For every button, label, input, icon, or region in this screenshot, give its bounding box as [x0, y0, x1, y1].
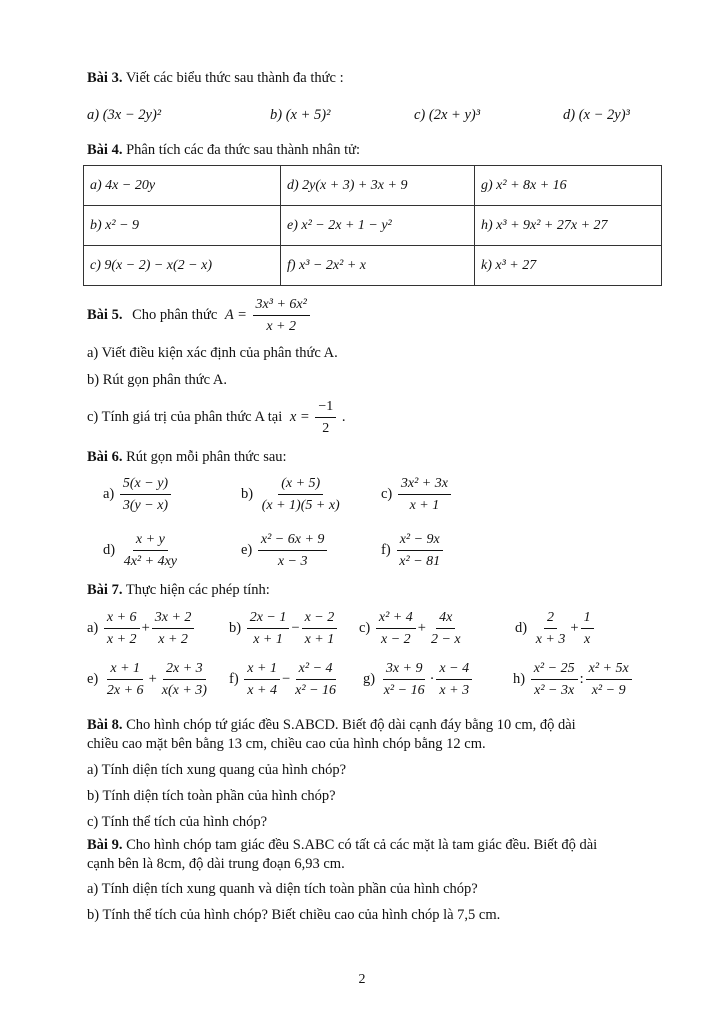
operator: + [141, 619, 150, 636]
bai-5-part-a: a) Viết điều kiện xác định của phân thức A. [87, 345, 338, 361]
bai-4-table [83, 165, 662, 286]
fraction-denominator: x² − 81 [399, 554, 441, 569]
fraction-numerator: 2 [544, 609, 557, 629]
fraction-denominator: x² − 16 [295, 683, 337, 698]
item-label: d) [103, 541, 116, 558]
operator: − [281, 670, 291, 687]
bai-8-part-b: b) Tính diện tích toàn phần của hình chóp? [87, 788, 336, 804]
item-label: a) [87, 619, 99, 636]
bai-8-title: Bài 8. [87, 717, 123, 733]
fraction-numerator: x² + 4 [376, 609, 416, 629]
bai-5-part-c-end: . [341, 408, 346, 425]
fraction-numerator: (x + 5) [278, 475, 323, 495]
bai-3-item-a: a) (3x − 2y)² [87, 107, 162, 123]
bai-6-item-b [241, 475, 345, 514]
bai-5-part-c [87, 398, 346, 437]
table-cell: e) x² − 2x + 1 − y² [281, 206, 475, 246]
bai-3-item-b: b) (x + 5)² [270, 107, 331, 123]
fraction-denominator: x + 3 [535, 632, 566, 647]
bai-6-text: Rút gọn mỗi phân thức sau: [126, 449, 287, 465]
bai-5-heading [87, 296, 312, 335]
bai-6-heading [87, 448, 287, 466]
bai-4-title: Bài 4. [87, 142, 123, 158]
operator: · [429, 670, 435, 687]
bai-6-title: Bài 6. [87, 449, 123, 465]
bai-6-item-a [103, 475, 173, 514]
bai-3-title: Bài 3. [87, 70, 123, 86]
bai-9-line-1-text: Cho hình chóp tam giác đều S.ABC có tất cả các mặt là tam giác đều. Biết độ dài [126, 837, 598, 853]
bai-7-text: Thực hiện các phép tính: [125, 582, 270, 598]
bai-7-item-b [229, 609, 339, 648]
fraction-numerator: −1 [315, 398, 336, 418]
bai-5-part-c-fraction [315, 398, 336, 437]
fraction-denominator: x + 4 [247, 683, 277, 698]
bai-8-line-2: chiều cao mặt bên bằng 13 cm, chiều cao của hình chóp bằng 12 cm. [87, 736, 486, 752]
bai-9-line-2: cạnh bên là 8cm, độ dài trung đoạn 6,93 cm. [87, 856, 345, 872]
fraction-numerator: 2x + 3 [163, 660, 206, 680]
bai-7-item-f [229, 660, 341, 699]
bai-9-title: Bài 9. [87, 837, 123, 853]
fraction-denominator: x − 2 [380, 632, 411, 647]
fraction-numerator: x² − 9x [397, 531, 443, 551]
fraction-denominator: x² − 16 [383, 683, 425, 698]
bai-6-item-d [103, 531, 182, 570]
fraction-denominator: 2x + 6 [106, 683, 144, 698]
fraction-numerator: 4x [436, 609, 455, 629]
bai-5-part-c-text: c) Tính giá trị của phân thức A tại [87, 408, 283, 425]
fraction-denominator: x² − 3x [534, 683, 575, 698]
fraction-numerator: 1 [581, 609, 594, 629]
bai-9-line-1 [87, 836, 597, 854]
item-label: f) [381, 541, 391, 558]
fraction-numerator: x² − 4 [296, 660, 336, 680]
fraction-denominator: x + 1 [409, 498, 440, 513]
bai-4-heading [87, 141, 360, 159]
fraction-numerator: x − 2 [302, 609, 338, 629]
operator: − [291, 619, 300, 636]
bai-5-part-b: b) Rút gọn phân thức A. [87, 372, 227, 388]
item-label: c) [359, 619, 371, 636]
operator: + [417, 619, 426, 636]
bai-3-item-c: c) (2x + y)³ [414, 107, 481, 123]
fraction-denominator: x + 2 [106, 632, 137, 647]
item-label: e) [87, 670, 99, 687]
bai-5-part-c-eq: x = [289, 408, 310, 425]
fraction-denominator: x² − 9 [591, 683, 626, 698]
bai-7-item-d [515, 609, 596, 648]
fraction-denominator: x + 1 [253, 632, 283, 647]
fraction-denominator: (x + 1)(5 + x) [261, 498, 340, 513]
bai-7-heading [87, 581, 270, 599]
fraction-numerator: 3x + 9 [383, 660, 426, 680]
operator: + [570, 619, 579, 636]
item-label: b) [229, 619, 242, 636]
table-cell: c) 9(x − 2) − x(2 − x) [84, 246, 281, 286]
bai-5-text: Cho phân thức [132, 306, 218, 323]
fraction-denominator: x [583, 632, 591, 647]
fraction-numerator: x + 6 [104, 609, 140, 629]
fraction-numerator: x² + 5x [586, 660, 632, 680]
fraction-denominator: x + 3 [439, 683, 470, 698]
fraction-numerator: 3x + 2 [152, 609, 195, 629]
fraction-numerator: x² − 25 [531, 660, 578, 680]
table-row [84, 246, 662, 286]
fraction-denominator: 2 − x [430, 632, 461, 647]
fraction-numerator: x² − 6x + 9 [258, 531, 328, 551]
bai-7-item-c [359, 609, 466, 648]
fraction-numerator: 3x² + 3x [398, 475, 451, 495]
bai-7-item-g [363, 660, 474, 699]
bai-6-item-c [381, 475, 453, 514]
item-label: d) [515, 619, 528, 636]
bai-8-line-1 [87, 716, 576, 734]
bai-8-part-c: c) Tính thể tích của hình chóp? [87, 814, 268, 830]
page-number: 2 [358, 972, 366, 987]
fraction-denominator: x − 3 [277, 554, 308, 569]
bai-4-text: Phân tích các đa thức sau thành nhân tử: [126, 142, 361, 158]
bai-3-text: Viết các biểu thức sau thành đa thức : [125, 70, 344, 86]
bai-9-part-a: a) Tính diện tích xung quanh và diện tích toàn phần của hình chóp? [87, 881, 478, 897]
item-label: a) [103, 485, 115, 502]
bai-7-item-e [87, 660, 212, 699]
bai-3-heading [87, 69, 344, 87]
table-cell: h) x³ + 9x² + 27x + 27 [475, 206, 662, 246]
fraction-numerator: 3x³ + 6x² [253, 296, 310, 316]
bai-5-fraction [253, 296, 310, 335]
bai-8-part-a: a) Tính diện tích xung quang của hình chóp? [87, 762, 347, 778]
table-cell: k) x³ + 27 [475, 246, 662, 286]
fraction-numerator: x + y [133, 531, 168, 551]
item-label: h) [513, 670, 526, 687]
fraction-denominator: x(x + 3) [161, 683, 207, 698]
fraction-denominator: 3(y − x) [122, 498, 169, 513]
table-cell: b) x² − 9 [84, 206, 281, 246]
table-row [84, 166, 662, 206]
fraction-numerator: 5(x − y) [120, 475, 171, 495]
table-cell: a) 4x − 20y [84, 166, 281, 206]
fraction-numerator: x − 4 [436, 660, 472, 680]
bai-7-item-h [513, 660, 634, 699]
fraction-numerator: x + 1 [107, 660, 143, 680]
item-label: b) [241, 485, 254, 502]
item-label: g) [363, 670, 376, 687]
table-cell: f) x³ − 2x² + x [281, 246, 475, 286]
table-cell: g) x² + 8x + 16 [475, 166, 662, 206]
fraction-denominator: 2 [322, 421, 330, 436]
bai-3-item-d: d) (x − 2y)³ [563, 107, 630, 123]
fraction-numerator: 2x − 1 [247, 609, 290, 629]
bai-5-lhs: A = [224, 306, 247, 323]
item-label: c) [381, 485, 393, 502]
bai-6-item-f [381, 531, 445, 570]
operator: + [148, 670, 157, 687]
fraction-denominator: x + 2 [266, 319, 296, 334]
bai-8-line-1-text: Cho hình chóp tứ giác đều S.ABCD. Biết độ dài cạnh đáy bằng 10 cm, độ dài [126, 717, 576, 733]
fraction-denominator: x + 1 [304, 632, 335, 647]
bai-6-item-e [241, 531, 329, 570]
item-label: f) [229, 670, 239, 687]
item-label: e) [241, 541, 253, 558]
operator: : [579, 670, 584, 687]
table-cell: d) 2y(x + 3) + 3x + 9 [281, 166, 475, 206]
bai-7-item-a [87, 609, 196, 648]
fraction-denominator: x + 2 [158, 632, 188, 647]
bai-9-part-b: b) Tính thể tích của hình chóp? Biết chiều cao của hình chóp là 7,5 cm. [87, 907, 501, 923]
table-row [84, 206, 662, 246]
bai-7-title: Bài 7. [87, 582, 123, 598]
fraction-numerator: x + 1 [244, 660, 280, 680]
bai-5-title: Bài 5. [87, 306, 123, 323]
fraction-denominator: 4x² + 4xy [123, 554, 178, 569]
